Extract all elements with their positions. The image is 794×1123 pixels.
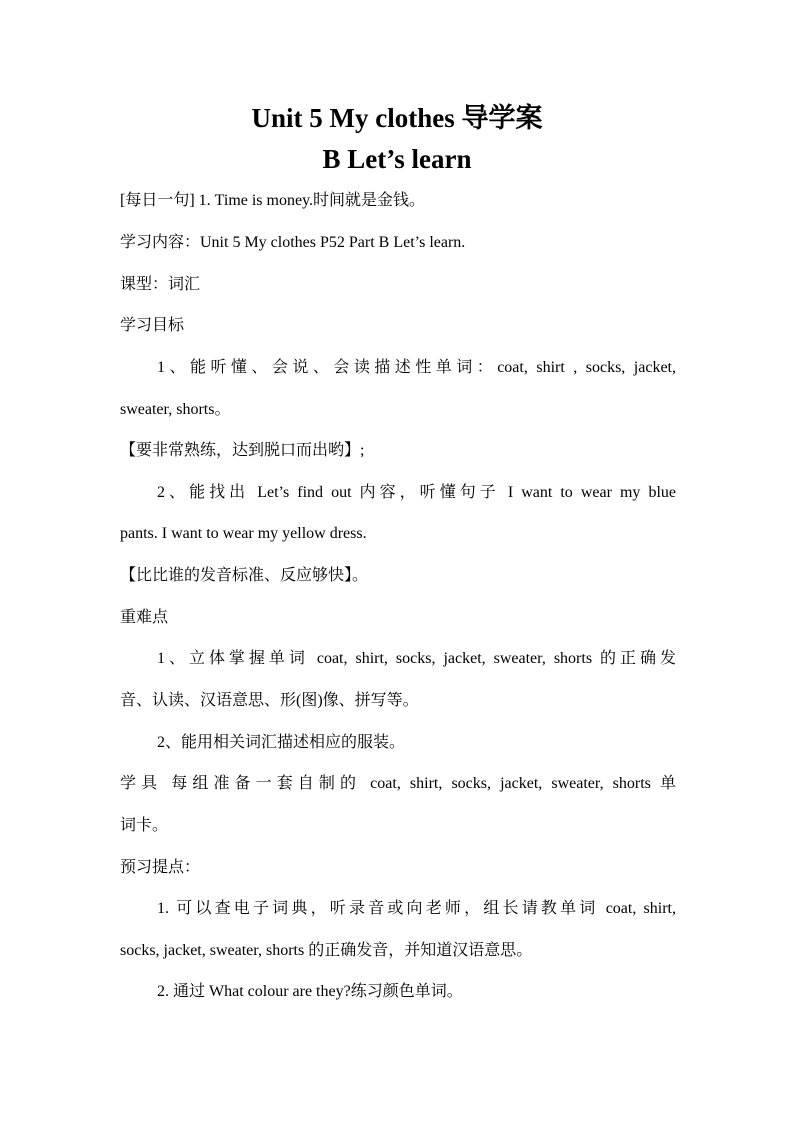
document-subtitle: B Let’s learn — [322, 144, 472, 174]
key-point-1-line-1: 1、立体掌握单词 coat, shirt, socks, jacket, sweater, shorts 的正确发 — [157, 650, 676, 667]
section-heading-preview-tips: 预习提点： — [120, 859, 201, 876]
preview-tip-1-line-2: socks, jacket, sweater, shorts 的正确发音，并知道汉语意思。 — [120, 942, 533, 959]
objective-2-line-2: pants. I want to wear my yellow dress. — [120, 525, 367, 542]
key-point-1-line-2: 音、认读、汉语意思、形(图)像、拼写等。 — [120, 692, 419, 709]
preview-tip-2: 2. 通过 What colour are they?练习颜色单词。 — [157, 983, 463, 1000]
objective-1-line-1: 1、能听懂、会说、会读描述性单词：coat, shirt , socks, jacket, — [157, 359, 676, 376]
materials-line-1: 学具 每组准备一套自制的 coat, shirt, socks, jacket, sweater, shorts 单 — [120, 775, 676, 792]
preview-tip-1-line-1: 1. 可以查电子词典，听录音或向老师，组长请教单词 coat, shirt, — [157, 900, 676, 917]
objective-1-line-2: sweater, shorts。 — [120, 401, 231, 418]
section-heading-objectives: 学习目标 — [120, 317, 185, 334]
section-heading-key-points: 重难点 — [120, 609, 169, 626]
materials-line-2: 词卡。 — [120, 817, 169, 834]
objective-2-note: 【比比谁的发音标准、反应够快】。 — [120, 567, 369, 584]
study-content: 学习内容：Unit 5 My clothes P52 Part B Let’s learn. — [120, 234, 466, 251]
daily-sentence: [每日一句] 1. Time is money.时间就是金钱。 — [120, 192, 426, 209]
objective-2-line-1: 2、能找出 Let’s find out 内容，听懂句子 I want to wear my blue — [157, 484, 676, 501]
objective-1-note: 【要非常熟练，达到脱口而出哟】; — [120, 442, 365, 459]
lesson-type: 课型：词汇 — [120, 276, 201, 293]
document-title: Unit 5 My clothes 导学案 — [251, 103, 543, 133]
key-point-2: 2、能用相关词汇描述相应的服装。 — [157, 734, 406, 751]
